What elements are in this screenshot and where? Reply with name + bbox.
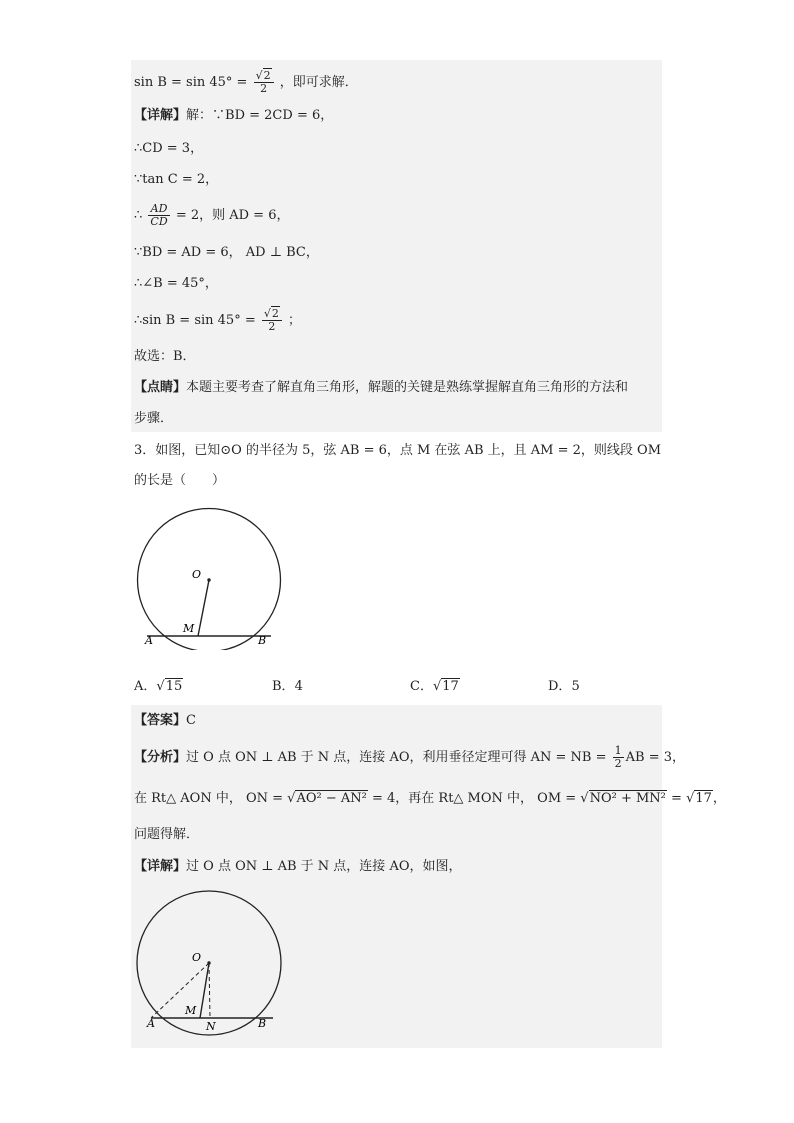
- label-m: M: [183, 622, 195, 635]
- detail-line-q3: 【详解】过 O 点 ON ⊥ AB 于 N 点，连接 AO，如图，: [134, 859, 462, 874]
- circle-figure-question: [130, 505, 290, 650]
- label-o-2: O: [192, 951, 202, 964]
- answer-tag: 【答案】: [134, 713, 187, 728]
- label-n-2: N: [206, 1020, 216, 1033]
- option-b[interactable]: B．4: [272, 679, 303, 694]
- option-d[interactable]: D．5: [548, 679, 580, 694]
- step-line-6: ∴∠B = 45°，: [134, 276, 218, 291]
- detail-tag: 【详解】: [134, 108, 187, 123]
- choice-line: 故选：B．: [134, 349, 196, 364]
- analysis-line-1: 【分析】过 O 点 ON ⊥ AB 于 N 点，连接 AO，利用垂径定理可得 AN = NB = $\frac{1}{2}$ AB = 3，: [134, 744, 686, 770]
- analysis-tag: 【分析】: [134, 750, 187, 765]
- label-a-2: A: [147, 1017, 155, 1030]
- analysis-line-2: 在 Rt△ AON 中， ON = √AO² − AN² = 4，再在 Rt△ MON 中， OM = √NO² + MN² = √17，: [134, 791, 726, 806]
- sqrt2-over-2-b: $\frac{√2}{2}$: [262, 308, 282, 333]
- analysis-line-3: 问题得解．: [134, 827, 200, 842]
- comment-tag: 【点睛】: [134, 380, 187, 395]
- comment-line-2: 步骤．: [134, 411, 174, 426]
- label-b-2: B: [258, 1017, 267, 1030]
- question-stem-line2: 的长是（ ）: [134, 473, 226, 488]
- option-a[interactable]: A．√15: [134, 679, 183, 694]
- step-line-4: ∴ $\frac{AD}{CD}$ = 2，则 AD = 6，: [134, 202, 290, 228]
- ad-over-cd: $\frac{AD}{CD}$: [150, 202, 168, 228]
- circle-figure-solution: [130, 887, 290, 1042]
- question-stem-line1: 3．如图，已知⊙O 的半径为 5，弦 AB = 6，点 M 在弦 AB 上，且 AM = 2，则线段 OM: [134, 443, 662, 458]
- step-line-2: ∴CD = 3，: [134, 141, 204, 156]
- label-b: B: [258, 634, 267, 647]
- answer-value: C: [186, 713, 196, 728]
- label-m-2: M: [185, 1004, 197, 1017]
- comment-line-1: 【点睛】本题主要考查了解直角三角形，解题的关键是熟练掌握解直角三角形的方法和: [134, 380, 629, 395]
- label-o: O: [192, 568, 202, 581]
- answer-line: [134, 711, 196, 731]
- sqrt2-over-2: $\frac{√2}{2}$: [254, 70, 274, 95]
- detail-tag-q3: 【详解】: [134, 859, 187, 874]
- step-line-7: ∴sin B = sin 45° = $\frac{√2}{2}$ ；: [134, 307, 302, 333]
- step-line-3: ∵tan C = 2，: [134, 172, 219, 187]
- label-a: A: [145, 634, 153, 647]
- intro-line: sin B = sin 45° = $\frac{√2}{2}$ ，即可求解．: [134, 69, 358, 95]
- step-line-5: ∵BD = AD = 6， AD ⊥ BC，: [134, 245, 319, 260]
- detail-line: 【详解】解：∵BD = 2CD = 6，: [134, 108, 334, 123]
- option-c[interactable]: C．√17: [410, 679, 459, 694]
- one-half: $\frac{1}{2}$: [614, 744, 622, 770]
- sinb-expression: sin B = sin 45° =: [134, 75, 248, 90]
